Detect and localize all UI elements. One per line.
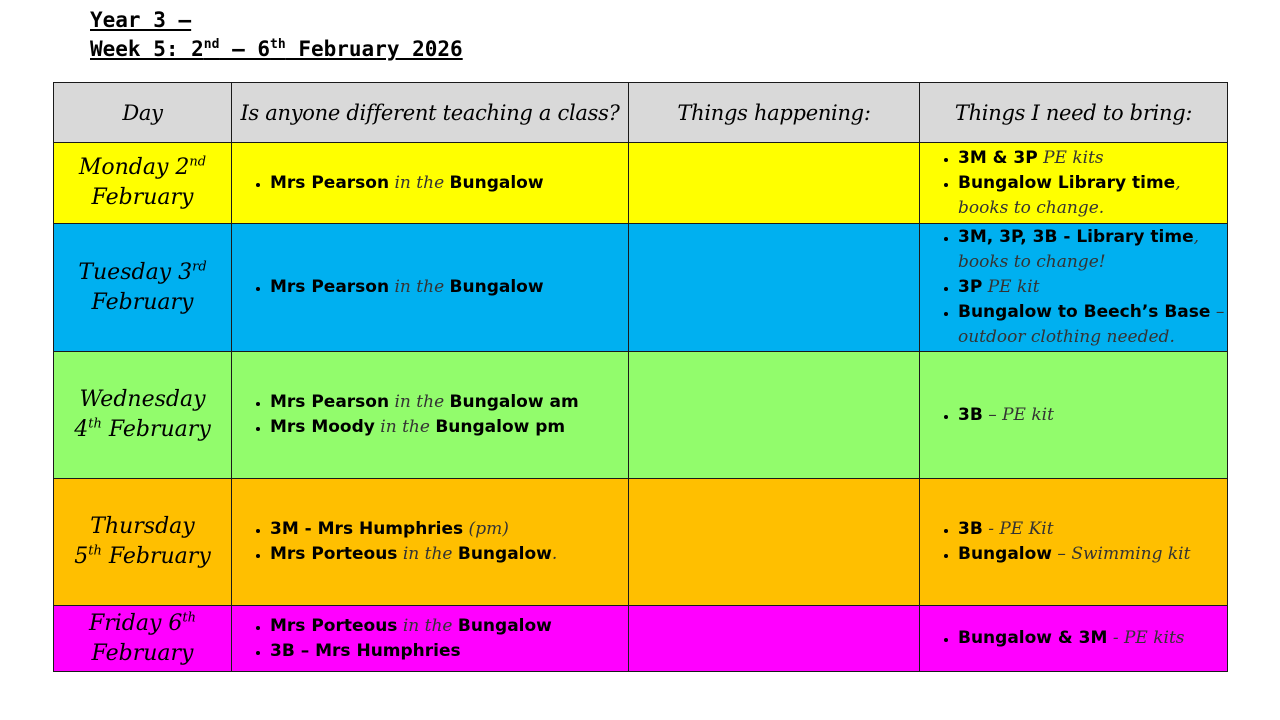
teacher-name: 3M - Mrs Humphries (270, 519, 464, 539)
list-item (958, 171, 1227, 221)
day-monday-sup: nd (189, 154, 207, 170)
title-line-2 (90, 35, 463, 64)
list-item (958, 225, 1227, 275)
document-title (90, 6, 463, 64)
bring-friday (920, 606, 1228, 672)
day-tuesday (54, 224, 232, 352)
day-wednesday-num: 4 (74, 417, 89, 442)
list-item (270, 390, 628, 415)
list-item (958, 300, 1227, 350)
connector-text: (pm) (463, 519, 509, 539)
row-tuesday (54, 224, 1228, 352)
teaching-friday (232, 606, 629, 672)
day-friday-label: Friday 6 (88, 610, 183, 636)
header-bring: Things I need to bring: (920, 83, 1228, 143)
day-thursday-month: February (101, 544, 211, 569)
teacher-name: Mrs Porteous (270, 615, 398, 636)
bring-what: – Swimming kit (1052, 544, 1191, 564)
row-wednesday (54, 352, 1228, 479)
bring-monday (920, 143, 1228, 224)
bring-who: Bungalow to Beech’s Base (958, 302, 1211, 322)
bring-who: 3P (958, 277, 983, 297)
class-name: Bungalow (457, 615, 552, 636)
day-tuesday-sup: rd (192, 259, 207, 275)
class-name: Bungalow am (449, 392, 579, 412)
day-thursday-label: Thursday (90, 514, 195, 539)
day-monday-month: February (91, 185, 194, 210)
list-item (270, 275, 628, 300)
class-name: Bungalow (449, 277, 544, 297)
row-monday (54, 143, 1228, 224)
day-friday (54, 606, 232, 672)
day-wednesday-sup: th (88, 416, 102, 432)
teacher-name: Mrs Pearson (270, 392, 390, 412)
day-tuesday-label: Tuesday 3 (78, 259, 193, 285)
connector-text: in the (389, 172, 450, 193)
header-day: Day (54, 83, 232, 143)
header-row (54, 83, 1228, 143)
bring-who: 3M, 3P, 3B - Library time (958, 227, 1194, 247)
bring-who: Bungalow Library time (958, 172, 1176, 193)
class-name: Bungalow (457, 544, 552, 564)
title-month-year: February 2026 (285, 37, 463, 61)
connector-text: in the (389, 392, 450, 412)
header-teaching: Is anyone different teaching a class? (232, 83, 629, 143)
bring-what: PE kits (1037, 147, 1104, 168)
teacher-name: Mrs Pearson (270, 172, 390, 193)
connector-text: in the (397, 615, 458, 636)
teaching-tuesday (232, 224, 629, 352)
connector-text: in the (389, 277, 450, 297)
list-item (958, 626, 1227, 651)
happening-monday (629, 143, 920, 224)
day-wednesday-month: February (101, 417, 211, 442)
list-item (270, 542, 628, 567)
punctuation: . (551, 544, 558, 564)
bring-what: - PE Kit (982, 519, 1054, 539)
connector-text: in the (397, 544, 458, 564)
happening-friday (629, 606, 920, 672)
teacher-name: Mrs Porteous (270, 544, 398, 564)
list-item (270, 614, 628, 639)
happening-tuesday (629, 224, 920, 352)
day-wednesday (54, 352, 232, 479)
list-item (270, 415, 628, 440)
day-thursday-num: 5 (74, 544, 89, 569)
day-friday-month: February (91, 640, 194, 666)
bring-who: Bungalow & 3M (958, 628, 1108, 648)
title-sup-th: th (270, 37, 286, 52)
list-item (958, 517, 1227, 542)
list-item (958, 542, 1227, 567)
day-friday-sup: th (182, 610, 197, 626)
teacher-name: Mrs Moody (270, 417, 375, 437)
bring-what: – PE kit (982, 404, 1054, 425)
day-monday-label: Monday 2 (78, 155, 190, 180)
bring-who: 3M & 3P (958, 147, 1038, 168)
teaching-thursday (232, 479, 629, 606)
teaching-monday (232, 143, 629, 224)
list-item (270, 639, 628, 664)
header-happening: Things happening: (629, 83, 920, 143)
teacher-name: 3B – Mrs Humphries (270, 640, 461, 661)
teacher-name: Mrs Pearson (270, 277, 390, 297)
bring-who: Bungalow (958, 544, 1053, 564)
list-item (270, 171, 628, 196)
title-week: Week 5: 2 (90, 37, 204, 61)
day-wednesday-label: Wednesday (79, 387, 206, 412)
row-thursday (54, 479, 1228, 606)
list-item (958, 403, 1227, 428)
bring-wednesday (920, 352, 1228, 479)
bring-what: – outdoor clothing needed. (958, 302, 1225, 347)
bring-what: PE kit (982, 277, 1040, 297)
list-item (958, 275, 1227, 300)
day-monday (54, 143, 232, 224)
happening-wednesday (629, 352, 920, 479)
day-thursday-sup: th (88, 543, 102, 559)
class-name: Bungalow (449, 172, 544, 193)
bring-who: 3B (958, 519, 983, 539)
class-name: Bungalow pm (435, 417, 566, 437)
list-item (270, 517, 628, 542)
row-friday (54, 606, 1228, 672)
bring-what: , books to change. (958, 172, 1181, 218)
bring-tuesday (920, 224, 1228, 352)
bring-what: - PE kits (1107, 628, 1185, 648)
list-item (958, 146, 1227, 171)
title-dash: – 6 (219, 37, 271, 61)
bring-what: , books to change! (958, 227, 1200, 272)
bring-who: 3B (958, 404, 983, 425)
connector-text: in the (374, 417, 436, 437)
teaching-wednesday (232, 352, 629, 479)
happening-thursday (629, 479, 920, 606)
title-sup-nd: nd (203, 37, 220, 52)
weekly-timetable (53, 82, 1228, 672)
day-thursday (54, 479, 232, 606)
bring-thursday (920, 479, 1228, 606)
day-tuesday-month: February (91, 289, 194, 315)
title-line-1: Year 3 – (90, 8, 192, 32)
